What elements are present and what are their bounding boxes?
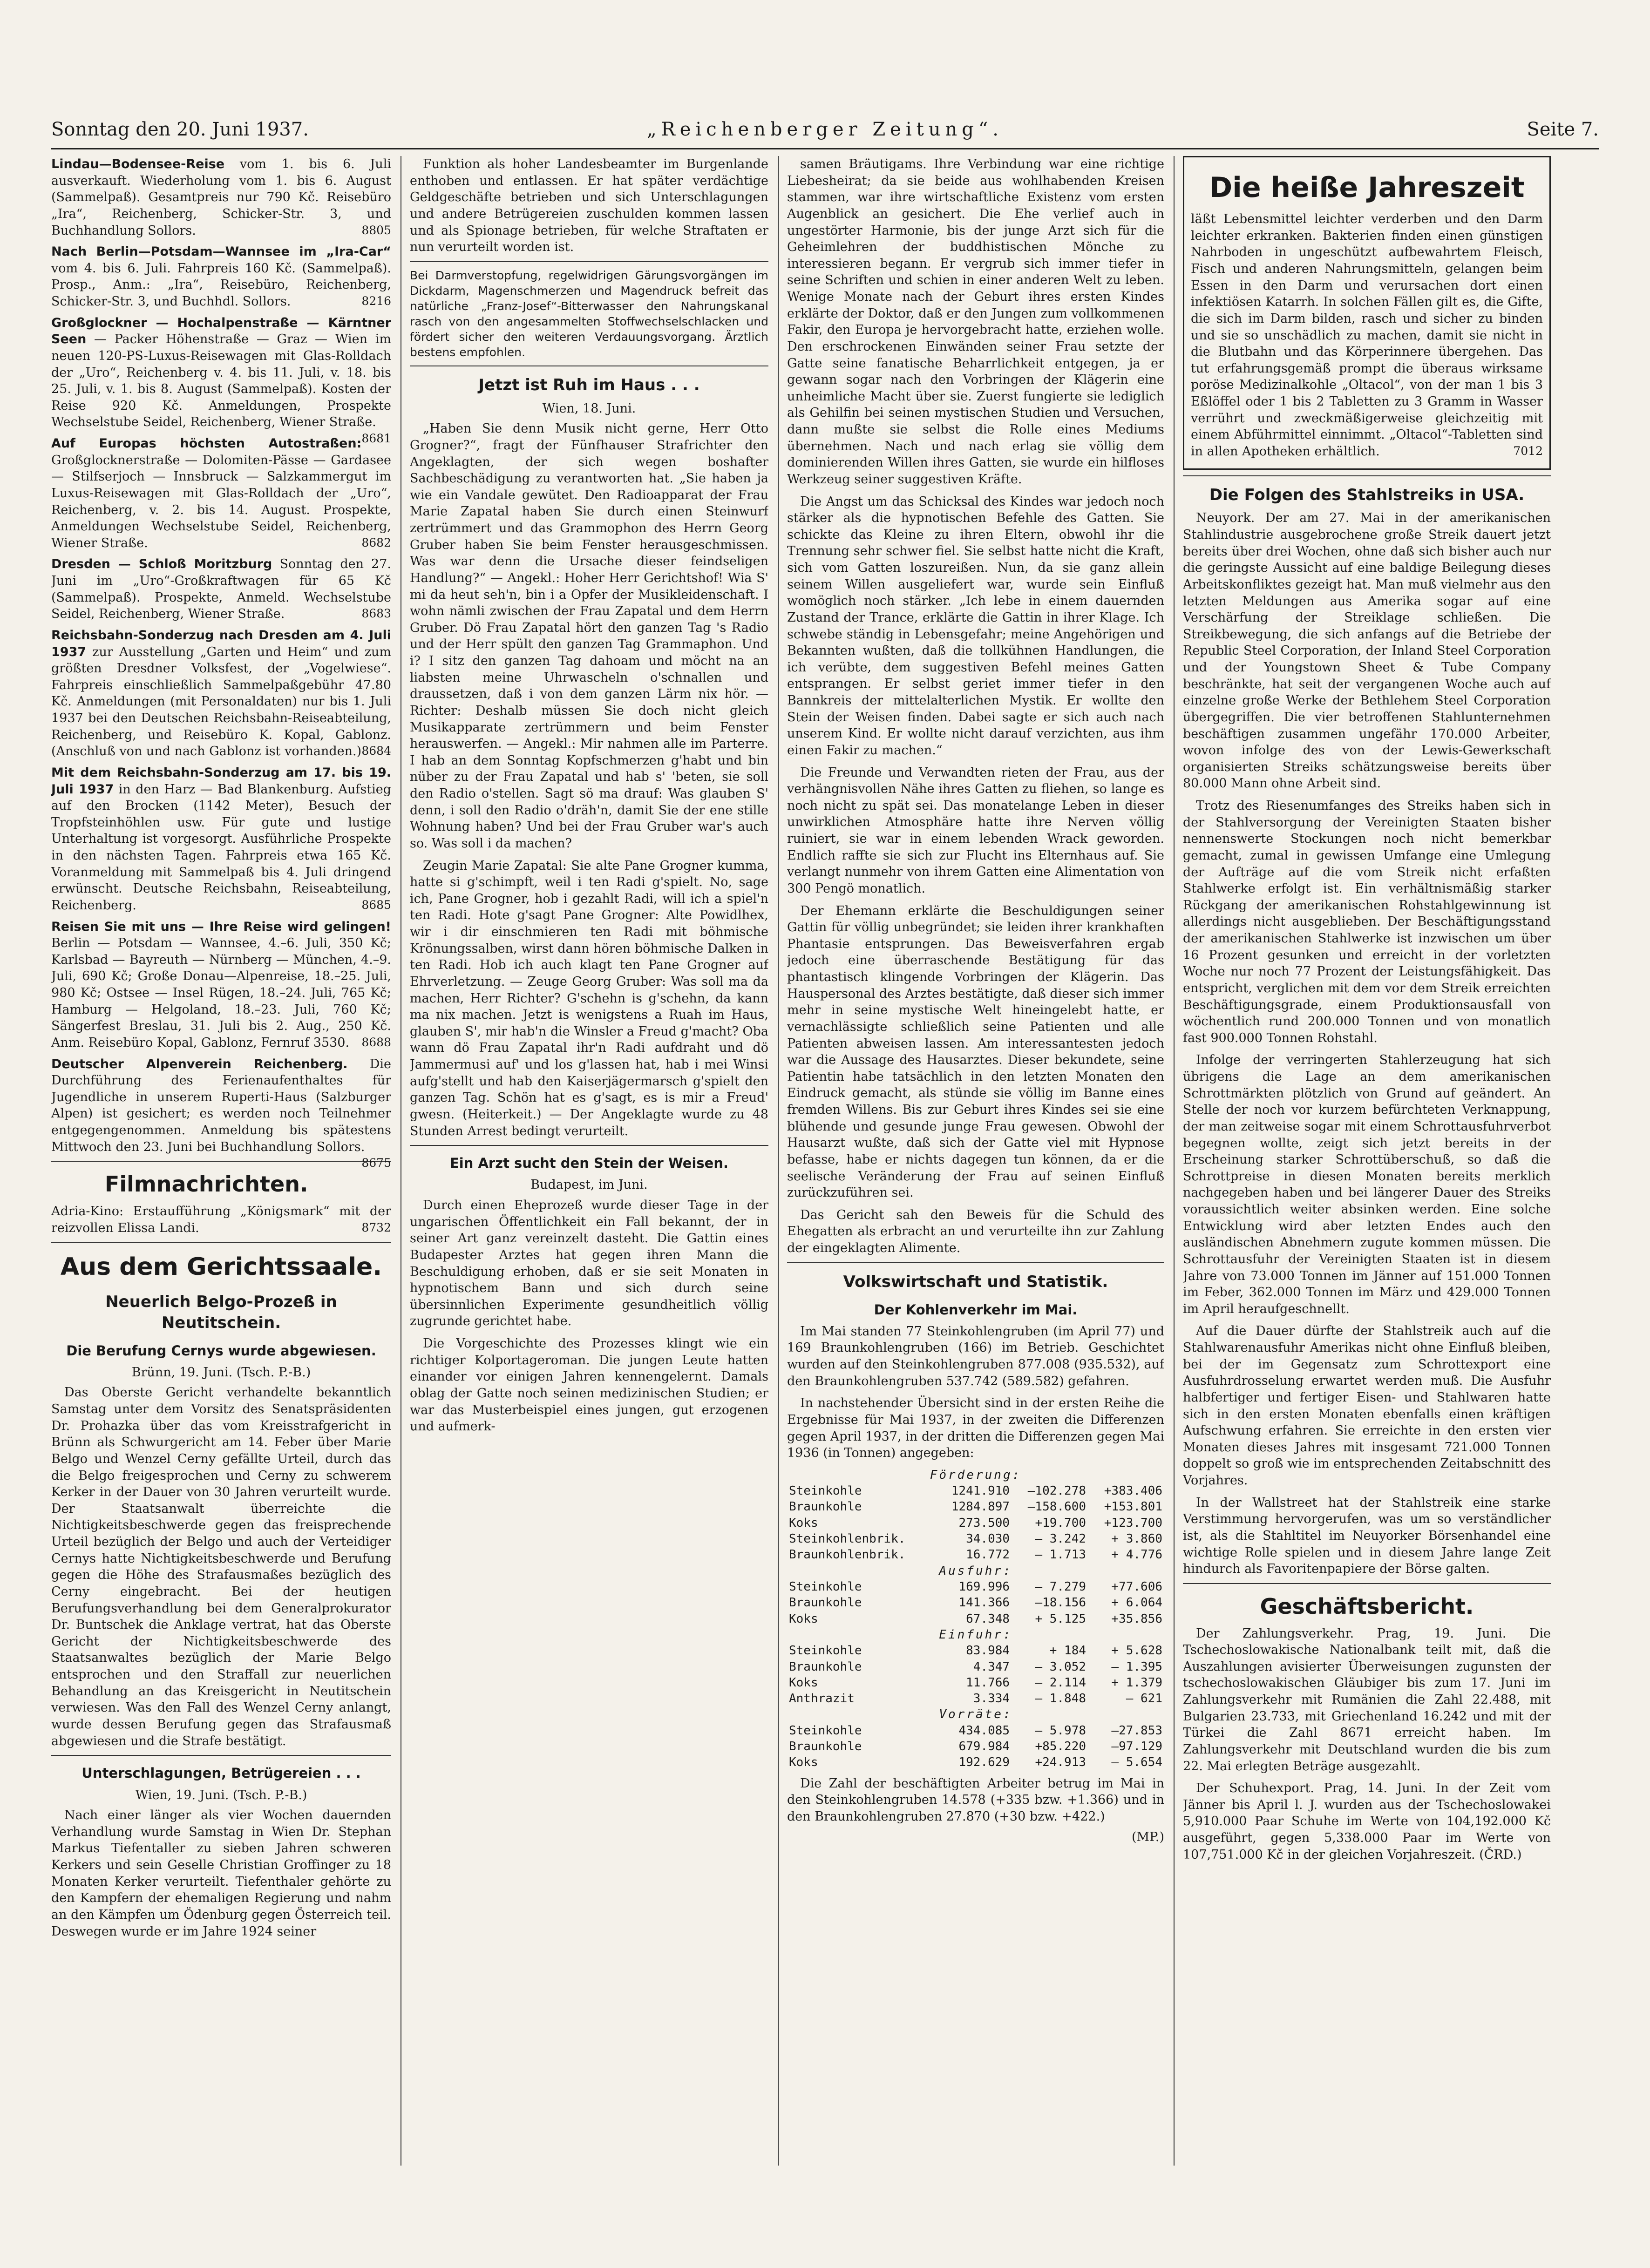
coal-value-cell: — 2.114 — [1035, 1675, 1086, 1690]
travel-ad — [51, 919, 391, 1051]
film-notice — [51, 1203, 391, 1236]
travel-ad — [51, 435, 391, 551]
arzt-paragraph-1: Durch einen Eheprozeß wurde dieser Tage in der ungarischen Öffentlichkeit ein Fall bekannt, der in seiner Art ganz vereinzelt dasteht. Die Gattin eines Budapester Arztes hat gegen ihren Mann die Beschuldigung erhoben, daß er sie seit Monaten in hypnotischem Bann und sich durch seine übersinnlichen Experimente gesundheitlich völlig zugrunde gerichtet habe. — [410, 1198, 768, 1329]
divider — [51, 1242, 391, 1243]
travel-ad-text: Berlin — Potsdam — Wannsee, 4.–6. Juli, 350 Kč; Karlsbad — Bayreuth — Nürnberg — München, 4.–9. Juli, 690 Kč; Große Donau—Alpenreise, 18.–25. Juli, 980 Kč; Ostsee — Insel Rügen, 18.–24. Juli, 765 Kč; Hamburg — Helgoland, 18.–23. Juli, 760 Kč; Sängerfest Breslau, 31. Juli bis 2. Aug., 250 Kč. Anm. Reisebüro Kopal, Gablonz, Fernruf 3530. — [51, 936, 391, 1050]
coal-value-cell: — 3.052 — [1035, 1659, 1086, 1674]
travel-ad-text: zur Ausstellung „Garten und Heim“ und zum größten Dresdner Volksfest, der „Vogelwiese“. Fahrpreis einschließlich Sammelpaßgebühr 47.80 Kč. Anmeldungen (mit Personaldaten) nur bis 1. Juli 1937 bei den Deutschen Reichsbahn-Reiseabteilung, Reichenberg, und Reisebüro K. Kopal, Gablonz. (Anschluß von und nach Gablonz ist vorhanden.) — [51, 644, 391, 759]
bitterwater-ad: Bei Darmverstopfung, regelwidrigen Gärungsvorgängen im Dickdarm, Magenschmerzen und Magendruck befreit das natürliche „Franz-Josef“-Bitterwasser den Nahrungskanal rasch von den angesammelten Stoffwechselschlacken und fördert sicher den weiteren Verdauungsvorgang. Ärztlich bestens empfohlen. — [410, 268, 768, 359]
coal-value-cell: 83.984 — [966, 1644, 1010, 1658]
coal-value-cell: +19.700 — [1035, 1516, 1086, 1530]
usa-paragraph-1: Neuyork. Der am 27. Mai in der amerikanischen Stahlindustrie ausgebrochene große Streik dauert jetzt bereits über drei Wochen, ohne daß sich bisher auch nur die geringste Aussicht auf eine baldige Beilegung dieses Arbeitskonfliktes gezeigt hat. Man muß vielmehr aus den letzten Meldungen aus Amerika sogar auf eine Verschärfung der Streiklage schließen. Die Streikbewegung, die sich anfangs auf die Betriebe der Republic Steel Corporation, der Inland Steel Corporation und der Youngstown Sheet & Tube Company beschränkte, hat seit der vergangenen Woche auch auf einzelne große Werke der Bethlehem Steel Corporation übergegriffen. Die vier betroffenen Stahlunternehmen beschäftigen zusammen ungefähr 170.000 Arbeiter, wovon infolge des von der Lewis-Gewerkschaft organisierten Streiks schätzungsweise bereits über 80.000 Mann ohne Arbeit sind. — [1183, 511, 1551, 791]
coal-type-cell: Anthrazit — [789, 1692, 855, 1706]
coal-value-cell: — 1.713 — [1035, 1548, 1086, 1562]
table-row — [787, 1547, 1164, 1563]
ruh-heading: Jetzt ist Ruh im Haus . . . — [478, 375, 700, 394]
coal-type-cell: Steinkohle — [789, 1644, 862, 1658]
travel-ad — [51, 1056, 391, 1170]
embezzle-continuation: Funktion als hoher Landesbeamter im Burgenlande enthoben und entlassen. Er hat später verdächtige Geldgeschäfte betrieben und sich Unterschlagungen und andere Betrügereien zuschulden kommen lassen und als Spionage betrieben, für welche Straftaten er nun verurteilt worden ist. — [410, 157, 768, 255]
table-row — [787, 1739, 1164, 1754]
travel-ad-title: Mit dem Reichsbahn-Sonderzug am 17. bis 19. Juli 1937 — [51, 765, 391, 797]
coal-type-cell: Steinkohle — [789, 1579, 862, 1594]
table-row — [787, 1611, 1164, 1627]
divider — [1183, 1583, 1551, 1584]
travel-ad — [51, 765, 391, 914]
usa-paragraph-2: Trotz des Riesenumfanges des Streiks haben sich in der Stahlversorgung der Vereinigten Staaten bisher nennenswerte Stockungen noch nicht bemerkbar gemacht, zumal in gewissen Umfange eine Umlegung der Aufträge auf die vom Streik nicht erfaßten Stahlwerke erfolgt ist. Ein verhältnismäßig starker Rückgang der amerikanischen Rohstahlgewinnung ist allerdings nicht ausgeblieben. Der Beschäftigungsstand der amerikanischen Stahlwerke ist inzwischen um über 16 Prozent gesunken und erreicht in der vorletzten Woche nur noch 77 Prozent der Leistungsfähigkeit. Das entspricht, verglichen mit dem vor dem Streik erreichten Beschäftigungsgrade, einem Produktionsausfall von wöchentlich rund 200.000 Tonnen und von monatlich fast 900.000 Tonnen Rohstahl. — [1183, 799, 1551, 1045]
coal-value-cell: +35.856 — [1111, 1611, 1162, 1626]
heat-ad-text — [1191, 211, 1543, 460]
coal-section-header — [787, 1563, 1164, 1579]
ad-reference-number: 8805 — [361, 223, 391, 237]
embezzle-dateline: Wien, 19. Juni. (Tsch. P.-B.) — [135, 1787, 307, 1802]
table-row — [787, 1643, 1164, 1659]
heat-ad-body: läßt Lebensmittel leichter verderben und den Darm leichter erkranken. Bakterien finden einen günstigen Nahrboden in ungeschützt aufbewahrtem Fleisch, Fisch und anderen Nahrungsmitteln, gelangen beim Essen in den Darm und verursachen dort einen infektiösen Katarrh. In solchen Fällen gilt es, die Gifte, die sich im Darm bilden, rasch und sicher zu binden und sie so unschädlich zu machen, damit sie nicht in die Blutbahn und das Körperinnere übergehen. Das tut erfahrungsgemäß prompt die überaus wirksame poröse Medizinalkohle „Oltacol“, von der man 1 bis 3 Eßlöffel oder 1 bis 2 Tabletten zu 3 Gramm in Wasser verrührt und zweckmäßigerweise gleichzeitig mit einem Abführmittel einnimmt. „Oltacol“-Tabletten sind in allen Apotheken erhältlich. — [1191, 212, 1543, 459]
coal-signature: (MP.) — [1132, 1829, 1164, 1844]
coal-value-cell: + 5.628 — [1111, 1644, 1162, 1658]
travel-ad-title: Reichsbahn-Sonderzug nach Dresden am 4. Juli 1937 — [51, 628, 391, 659]
coal-value-cell: 67.348 — [966, 1611, 1010, 1626]
coal-value-cell: + 1.379 — [1111, 1675, 1162, 1690]
coal-value-cell: +123.700 — [1104, 1516, 1162, 1530]
travel-ad-text: Sonntag den 27. Juni im „Uro“-Großkraftwagen für 65 Kč (Sammelpaß). Prospekte, Anmeld. Wechselstube Seidel, Reichenberg, Wiener Straße. — [51, 557, 391, 622]
coal-value-cell: —102.278 — [1027, 1484, 1086, 1498]
coal-value-cell: +153.801 — [1104, 1500, 1162, 1514]
header-date: Sonntag den 20. Juni 1937. — [51, 119, 309, 140]
ad-reference-number: 8681 — [361, 432, 391, 445]
coal-value-cell: — 5.654 — [1111, 1755, 1162, 1770]
ad-reference-number: 8732 — [361, 1220, 391, 1234]
travel-ad-title: Nach Berlin—Potsdam—Wannsee im „Ira-Car“ — [51, 244, 391, 259]
coal-type-cell: Braunkohle — [789, 1500, 862, 1514]
coal-section-header — [787, 1467, 1164, 1483]
ruh-dateline: Wien, 18. Juni. — [542, 401, 636, 416]
travel-ad-text: Großglocknerstraße — Dolomiten-Pässe — Gardasee — Stilfserjoch — Innsbruck — Salzkammergut im Luxus-Reisewagen mit Glas-Rolldach der „Uro“, Reichenberg, v. 2. bis 14. August. Prospekte, Anmeldungen Wechselstube Seidel, Reichenberg, Wiener Straße. — [51, 453, 391, 550]
coal-type-cell: Steinkohlenbrik. — [789, 1532, 906, 1546]
coal-heading: Der Kohlenverkehr im Mai. — [874, 1301, 1078, 1318]
divider — [51, 1161, 391, 1162]
divider — [410, 261, 768, 262]
coal-type-cell: Braunkohlenbrik. — [789, 1548, 906, 1562]
coal-value-cell: + 3.860 — [1111, 1532, 1162, 1546]
heat-heading: Die heiße Jahreszeit — [1209, 171, 1525, 204]
ad-reference-number: 8685 — [361, 898, 391, 912]
arzt-continuation-2: Die Angst um das Schicksal des Kindes war jedoch noch stärker als die hypnotischen Befehle des Gatten. Sie schickte das Kleine zu ihren Eltern, obwohl ihr die Trennung sehr schwer fiel. Sie selbst hatte nicht die Kraft, sich vom Gatten loszureißen. Nun, da sie ganz allein seinem Willen ausgeliefert war, wurde sein Einfluß womöglich noch stärker. „Ich lebe in einem dauernden Zustand der Trance, erklärte die Gattin in ihrer Klage. Ich schwebe ständig in Lebensgefahr; meine Angehörigen und Bekannten wußten, daß die tollkühnen Handlungen, die ich verübte, dem suggestiven Befehl meines Gatten entsprangen. Er selbst geriet immer tiefer in den Bannkreis der mittelalterlichen Mystik. Er wollte den Stein der Weisen finden. Dabei sagte er sich auch nach unserem Kind. Er wollte nicht darauf verzichten, aus ihm einen Fakir zu machen.“ — [787, 494, 1164, 758]
travel-ad — [51, 627, 391, 760]
column-2 — [410, 156, 768, 2166]
coal-section-header — [787, 1706, 1164, 1722]
coal-section-title: Ausfuhr: — [939, 1564, 1012, 1578]
table-row — [787, 1483, 1164, 1499]
divider — [410, 1145, 768, 1146]
coal-type-cell: Koks — [789, 1755, 818, 1770]
coal-type-cell: Braunkohle — [789, 1740, 862, 1754]
coal-value-cell: —158.600 — [1027, 1500, 1086, 1514]
table-row — [787, 1723, 1164, 1739]
header-rule — [51, 148, 1599, 149]
coal-outro: Die Zahl der beschäftigten Arbeiter betrug im Mai in den Steinkohlengruben 14.578 (+335 bzw. +1.366) und in den Braunkohlengruben 27.870 (+30 bzw. +422.) — [787, 1776, 1164, 1824]
coal-value-cell: +85.220 — [1035, 1740, 1086, 1754]
column-divider — [1174, 156, 1175, 2166]
coal-value-cell: +24.913 — [1035, 1755, 1086, 1770]
coal-value-cell: 273.500 — [958, 1516, 1010, 1530]
coal-value-cell: 679.984 — [958, 1740, 1010, 1754]
travel-ad — [51, 556, 391, 623]
header-page-number: Seite 7. — [1527, 119, 1599, 140]
travel-ad-text: vom 4. bis 6. Juli. Fahrpreis 160 Kč. (Sammelpaß). Prosp., Anm.: „Ira“, Reisebüro, Reichenberg, Schicker-Str. 3, und Buchhdl. Sollors. — [51, 261, 391, 309]
coal-value-cell: 3.334 — [973, 1692, 1010, 1706]
divider — [51, 1755, 391, 1756]
ad-reference-number: 8683 — [361, 607, 391, 621]
coal-value-cell: + 5.125 — [1035, 1611, 1086, 1626]
usa-paragraph-3: Infolge der verringerten Stahlerzeugung hat sich übrigens die Lage an dem amerikanischen Schrottmärkten plötzlich von Grund auf geändert. An Stelle der noch vor kurzem befürchteten Verknappung, der man zeitweise sogar mit einem Schrottausfuhrverbot begegnen wollte, zeigt sich jetzt bereits in der Erscheinung starker Schrottüberschuß, so daß die Schrottpreise in diesen Monaten bereits merklich nachgegeben haben und bei längerer Dauer des Streiks voraussichtlich weiter absinken werden. Eine solche Entwicklung wird aber letzten Endes auch den ausländischen Abnehmern zugute kommen müssen. Die Schrottausfuhr der Vereinigten Staaten ist in diesem Jahre von 73.000 Tonnen im Jänner auf 151.000 Tonnen im Feber, 362.000 Tonnen im März und 429.000 Tonnen im April heraufgeschnellt. — [1183, 1053, 1551, 1316]
court-subheading: Neuerlich Belgo-Prozeß in Neutitschein. — [105, 1292, 337, 1332]
coal-value-cell: —97.129 — [1111, 1740, 1162, 1754]
coal-value-cell: 141.366 — [958, 1596, 1010, 1610]
ad-reference-number: 8688 — [361, 1035, 391, 1049]
coal-type-cell: Koks — [789, 1675, 818, 1690]
arzt-heading: Ein Arzt sucht den Stein der Weisen. — [449, 1155, 729, 1171]
coal-type-cell: Koks — [789, 1516, 818, 1530]
header-paper-name: „Reichenberger Zeitung“. — [646, 119, 1004, 140]
divider — [787, 1262, 1164, 1263]
arzt-continuation-1: samen Bräutigams. Ihre Verbindung war eine richtige Liebesheirat; da sie beide aus wohlhabenden Kreisen stammen, war ihre wirtschaftliche Existenz vom ersten Augenblick an gesichert. Die Ehe verlief auch in ungestörter Harmonie, bis der junge Arzt sich für die Geheimlehren der buddhistischen Mönche zu interessieren begann. Er vergrub sich immer tiefer in seine Schriften und schien in einer anderen Welt zu leben. Wenige Monate nach der Geburt ihres ersten Kindes erklärte der Doktor, daß er den Jungen zum vollkommenen Fakir, den Europa je hervorgebracht hatte, erziehen wolle. Den erschrockenen Einwänden seiner Frau setzte der Gatte seine fanatische Beharrlichkeit entgegen, ja er gewann sogar nach den Vorbringen der Klägerin eine unheimliche Macht über sie. Zuerst fungierte sie lediglich als Gehilfin bei seinen mystischen Studien und Versuchen, dann mußte sie selbst die Rolle eines Mediums übernehmen. Nach und nach erlag sie völlig dem dominierenden Willen ihres Gatten, sie wurde ein hilfloses Werkzeug seiner suggestiven Kräfte. — [787, 157, 1164, 487]
coal-value-cell: 169.996 — [958, 1579, 1010, 1594]
travel-ad — [51, 156, 391, 239]
court-article-text: Das Oberste Gericht verhandelte bekanntlich Samstag unter dem Vorsitz des Senatspräsidenten Dr. Prohazka über das vom Kreisstrafgericht in Brünn als Schwurgericht am 14. Feber über Marie Belgo und Wenzel Cerny gefällte Urteil, durch das die Belgo freigesprochen und Cerny zu schwerem Kerker in der Dauer von 30 Jahren verurteilt wurde. Der Staatsanwalt überreichte die Nichtigkeitsbeschwerde gegen das freisprechende Urteil bezüglich der Belgo und auch der Verteidiger Cernys hatte Nichtigkeitsbeschwerde und Berufung gegen die Höhe des Strafausmaßes bezüglich des Cerny eingebracht. Bei der heutigen Berufungsverhandlung bei dem Generalprokurator Dr. Buntschek die Anklage vertrat, hat das Oberste Gericht der Nichtigkeitsbeschwerde des Staatsanwaltes bezüglich der Marie Belgo entsprochen und den Straffall zur neuerlichen Behandlung an das Kreisgericht in Neutitschein verwiesen. Was den Fall des Wenzel Cerny anlangt, wurde dessen Berufung gegen das Strafausmaß abgewiesen und die Strafe bestätigt. — [51, 1385, 391, 1748]
table-row — [787, 1659, 1164, 1675]
travel-ad-title: Großglockner — Hochalpenstraße — Kärntner Seen — [51, 315, 391, 347]
column-divider — [778, 156, 779, 2166]
coal-value-cell: +383.406 — [1104, 1484, 1162, 1498]
ad-reference-number: 8684 — [361, 744, 391, 758]
oltacol-ad-box — [1183, 156, 1551, 470]
coal-value-cell: 16.772 — [966, 1548, 1010, 1562]
arzt-continuation-4: Der Ehemann erklärte die Beschuldigungen seiner Gattin für völlig unbegründet; sie leiden ihrer krankhaften Phantasie entsprungen. Das Beweisverfahren ergab jedoch eine überraschende Bestätigung für das phantastisch klingende Vorbringen der Klägerin. Das Hauspersonal des Arztes bestätigte, daß dieser sich immer mehr in seine mystische Welt hineingelebt hatte, er vernachlässigte schließlich seine Patienten und alle Patienten abweisen lassen. Am interessantesten jedoch war die Aussage des Hausarztes. Dieser bekundete, seine Patientin habe tatsächlich in den letzten Monaten den Eindruck gemacht, als stünde sie völlig im Banne eines fremden Willens. Bis zur Geburt ihres Kindes sei sie eine blühende und gesunde junge Frau gewesen. Obwohl der Hausarzt wußte, daß sich der Gatte viel mit Hypnose befasse, habe er nichts dagegen tun können, da er die seelische Veränderung der Frau auf seinen Einfluß zurückzuführen sei. — [787, 903, 1164, 1200]
economy-heading: Volkswirtschaft und Statistik. — [843, 1272, 1108, 1291]
coal-value-cell: —27.853 — [1111, 1723, 1162, 1738]
coal-value-cell: + 184 — [1049, 1644, 1086, 1658]
court-heading: Aus dem Gerichtssaale. — [60, 1253, 382, 1281]
arzt-paragraph-2: Die Vorgeschichte des Prozesses klingt wie ein richtiger Kolportageroman. Die jungen Leute hatten einander vor einigen Jahren kennengelernt. Damals oblag der Gatte noch seinen medizinischen Studien; er war das Musterbeispiel eines jungen, gut erzogenen und aufmerk- — [410, 1336, 768, 1434]
business-paragraph-2: Der Schuhexport. Prag, 14. Juni. In der Zeit vom Jänner bis April l. J. wurden aus der Tschechoslowakei 5,910.000 Paar Schuhe im Werte von 104,192.000 Kč ausgeführt, gegen 5,338.000 Paar im Werte von 107,751.000 Kč in der gleichen Vorjahreszeit. (ČRD.) — [1183, 1781, 1551, 1862]
ad-reference-number: 8682 — [361, 535, 391, 549]
coal-value-cell: 1241.910 — [951, 1484, 1010, 1498]
business-paragraph-1: Der Zahlungsverkehr. Prag, 19. Juni. Die Tschechoslowakische Nationalbank teilt mit, daß die Auszahlungen avisierter Überweisungen zugunsten der tschechoslowakischen Gläubiger bis zum 17. Juni im Zahlungsverkehr mit Rumänien die Zahl 22.488, mit Bulgarien 23.733, mit Griechenland 16.242 und mit der Türkei die Zahl 8671 erreicht haben. Im Zahlungsverkehr mit Deutschland wurden die bis zum 22. Mai erlegten Beträge ausgezahlt. — [1183, 1626, 1551, 1774]
usa-paragraph-4: Auf die Dauer dürfte der Stahlstreik auch auf die Stahlwarenausfuhr Amerikas nicht ohne Einfluß bleiben, bei der im Gegensatz zum Schrottexport eine Ausfuhrdrosselung erwartet werden muß. Die Ausfuhr halbfertiger und fertiger Eisen- und Stahlwaren hatte sich in den ersten Monaten ebenfalls einen kräftigen Aufschwung erfahren. Sie erreichte in den ersten vier Monaten dieses Jahres mit insgesamt 721.000 Tonnen doppelt so groß wie im entsprechenden Zeitabschnitt des Vorjahres. — [1183, 1324, 1551, 1488]
travel-ad-text: Die Durchführung des Ferienaufenthaltes für Jugendliche in unserem Ruperti-Haus (Salzburger Alpen) ist gesichert; es werden noch Teilnehmer entgegengenommen. Anmeldung bis spätestens Mittwoch den 23. Juni bei Buchhandlung Sollors. — [51, 1056, 391, 1154]
coal-value-cell: 34.030 — [966, 1532, 1010, 1546]
coal-value-cell: 434.085 — [958, 1723, 1010, 1738]
coal-section-header — [787, 1627, 1164, 1643]
travel-ad-text: vom 1. bis 6. Juli ausverkauft. Wiederholung vom 1. bis 6. August (Sammelpaß). Gesamtpreis nur 790 Kč. Reisebüro „Ira“, Reichenberg, Schicker-Str. 3, und Buchhandlung Sollors. — [51, 157, 391, 238]
coal-value-cell: +77.606 — [1111, 1579, 1162, 1594]
column-3 — [787, 156, 1164, 2166]
page-header — [51, 119, 1599, 147]
coal-section-title: Einfuhr: — [939, 1627, 1012, 1642]
travel-ad-title: Reisen Sie mit uns — Ihre Reise wird gelingen! — [51, 919, 391, 934]
arzt-continuation-3: Die Freunde und Verwandten rieten der Frau, aus der verhängnisvollen Nähe ihres Gatten zu fliehen, so lange es noch nicht zu spät sei. Das monatelange Leben in dieser unwirklichen Atmosphäre hatte ihre Nerven völlig ruiniert, sie war in einem lebenden Wrack geworden. Endlich raffte sie sich zur Flucht ins Elternhaus auf. Sie verlangt nunmehr von ihrem Gatten eine Alimentation von 300 Pengö monatlich. — [787, 765, 1164, 896]
coal-intro-2: In nachstehender Übersicht sind in der ersten Reihe die Ergebnisse für Mai 1937, in der zweiten die Differenzen gegen April 1937, in der dritten die Differenzen gegen Mai 1936 (in Tonnen) angegeben: — [787, 1396, 1164, 1461]
column-4 — [1183, 156, 1551, 2166]
travel-ad-title: Dresden — Schloß Moritzburg — [51, 557, 272, 572]
column-1 — [51, 156, 391, 2166]
ad-reference-number: 7012 — [1513, 444, 1543, 458]
embezzle-heading: Unterschlagungen, Betrügereien . . . — [81, 1765, 361, 1781]
coal-value-cell: + 6.064 — [1111, 1596, 1162, 1610]
table-row — [787, 1515, 1164, 1531]
ruh-paragraph-1: „Haben Sie denn Musik nicht gerne, Herr Otto Grogner?“, fragt der Fünfhauser Strafrichter den Angeklagten, der sich wegen boshafter Sachbeschädigung zu verantworten hat. „Sie haben ja wie ein Vandale gewütet. Den Radioapparat der Frau Marie Zapatal haben Sie durch einen Steinwurf zertrümmert und das Grammophon des Herrn Georg Gruber haben Sie beim Fenster herausgeschmissen. Was war denn die Ursache dieser feindseligen Handlung?“ — Angekl.: Hoher Herr Gerichtshof! Wia S' mi da heut seh'n, bin i a Opfer der Musikleidenschaft. I wohn nämli zwischen der Frau Zapatal und dem Herrn Gruber. Dö Frau Zapatal hört den ganzen Tag 's Radio und der Herr spült den ganzen Tag Grammaphon. Und i? I sitz den ganzen Tag dahoam und möcht na an liabsten meine Uhrwascheln o'schnallen und draussetzen, daß i von dem ganzen Lärm nix hör. — Richter: Deshalb müssen Sie doch nicht gleich Musikapparate zertrümmern und beim Fenster herauswerfen. — Angekl.: Mir nahmen alle im Parterre. I hab an dem Sonntag Kopfschmerzen g'habt und bin nüber zu der Frau Zapatal und hab s' 'beten, sie soll den Radio o'stellen. Sagt sö ma drauf: Was glauben S' denn, i soll den Radio o'dräh'n, damit Sie der ene stille Wohnung haben? Und bei der Frau Gruber war's auch so. Was soll i da machen? — [410, 421, 768, 851]
coal-value-cell: — 621 — [1126, 1692, 1162, 1706]
travel-ad-text: — Packer Höhenstraße — Graz — Wien im neuen 120-PS-Luxus-Reisewagen mit Glas-Rolldach der „Uro“, Reichenberg v. 4. bis 11. Juli, v. 18. bis 25. Juli, v. 1. bis 8. August (Sammelpaß). Kosten der Reise 920 Kč. Anmeldungen, Prospekte Wechselstube Seidel, Reichenberg, Wiener Straße. — [51, 332, 391, 430]
table-row — [787, 1531, 1164, 1547]
film-notice-text: Adria-Kino: Erstaufführung „Königsmark“ mit der reizvollen Elissa Landi. — [51, 1204, 391, 1235]
usa-heading: Die Folgen des Stahlstreiks in USA. — [1209, 485, 1525, 504]
table-row — [787, 1754, 1164, 1770]
coal-section-title: Vorräte: — [939, 1707, 1012, 1722]
coal-statistics-table — [787, 1467, 1164, 1771]
coal-value-cell: — 1.848 — [1035, 1692, 1086, 1706]
coal-value-cell: 1284.897 — [951, 1500, 1010, 1514]
arzt-continuation-5: Das Gericht sah den Beweis für die Schuld des Ehegatten als erbracht an und verurteilte ihn zur Zahlung der eingeklagten Alimente. — [787, 1207, 1164, 1255]
embezzle-article-text: Nach einer länger als vier Wochen dauernden Verhandlung wurde Samstag in Wien Dr. Stephan Markus Tiefentaller zu sieben Jahren schweren Kerkers und sein Geselle Christian Groffinger zu 18 Monaten Kerker verurteilt. Tiefenthaler gehörte zu den Kampfern der ehemaligen Regierung und nahm an den Kämpfen um Ödenburg gegen Österreich teil. Deswegen wurde er im Jahre 1924 seiner — [51, 1808, 391, 1939]
coal-intro: Im Mai standen 77 Steinkohlengruben (im April 77) und 169 Braunkohlengruben (166) im Betrieb. Geschichtet wurden auf den Steinkohlengruben 877.008 (935.532), auf den Braunkohlengruben 537.742 (589.582) gefahren. — [787, 1324, 1164, 1388]
coal-section-title: Förderung: — [930, 1468, 1022, 1482]
coal-value-cell: 4.347 — [973, 1659, 1010, 1674]
court-subheading-2: Die Berufung Cernys wurde abgewiesen. — [66, 1342, 376, 1359]
coal-value-cell: + 4.776 — [1111, 1548, 1162, 1562]
table-row — [787, 1595, 1164, 1611]
coal-type-cell: Braunkohle — [789, 1659, 862, 1674]
film-heading: Filmnachrichten. — [104, 1171, 308, 1197]
coal-type-cell: Koks — [789, 1611, 818, 1626]
ad-reference-number: 8675 — [361, 1156, 391, 1170]
table-row — [787, 1691, 1164, 1706]
coal-value-cell: 192.629 — [958, 1755, 1010, 1770]
arzt-dateline: Budapest, im Juni. — [530, 1178, 648, 1192]
divider — [1183, 475, 1551, 476]
coal-value-cell: — 1.395 — [1111, 1659, 1162, 1674]
table-row — [787, 1579, 1164, 1595]
coal-value-cell: — 5.978 — [1035, 1723, 1086, 1738]
coal-value-cell: — 7.279 — [1035, 1579, 1086, 1594]
business-heading: Geschäftsbericht. — [1260, 1593, 1474, 1619]
coal-value-cell: —18.156 — [1035, 1596, 1086, 1610]
travel-ad-text: in den Harz — Bad Blankenburg. Aufstieg auf den Brocken (1142 Meter), Besuch der Tropfsteinhöhlen usw. Für gute und lustige Unterhaltung ist vorgesorgt. Ausführliche Prospekte in den nächsten Tagen. Fahrpreis etwa 165 Kč. Voranmeldung mit Sammelpaß bis 4. Juli dringend erwünscht. Deutsche Reichsbahn, Reiseabteilung, Reichenberg. — [51, 782, 391, 913]
court-dateline: Brünn, 19. Juni. (Tsch. P.-B.) — [131, 1365, 311, 1380]
table-row — [787, 1675, 1164, 1691]
coal-value-cell: — 3.242 — [1035, 1532, 1086, 1546]
travel-ad-title: Lindau—Bodensee-Reise — [51, 157, 225, 171]
ruh-paragraph-2: Zeugin Marie Zapatal: Sie alte Pane Grogner kumma, hatte si g'schimpft, weil i ten Radi g'spielt. No, sage ich, Pane Grogner, hob i gezahlt Radi, will ich a spiel'n ten Radi. Hote g'sagt Pane Grogner: Alte Powidlhex, wir i dir einschmieren ten Radi mit böhmische Krönungssalben, wirst dann hören böhmische Dalken in ten Radi. Hob ich auch klagt ten Pane Grogner auf Ehrverletzung. — Zeuge Georg Gruber: Was soll ma da machen, Herr Richter? G'schehn is g'schehn, da kann ma nix machen. Jetzt is wenigstens a Ruah im Haus, glauben S', mir hab'n die Winsler a Freud g'macht? Oba wann dö Frau Zapatal ihr'n Radi aufdraht und dö Jammermusi auf' und los g'lassen hat, hab i mei Winsi aufg'stellt und hab den Kaiserjägermarsch g'spielt den ganzen Tag. Schön hat es g'sagt, es is mir a Freud' gwesn. (Heiterkeit.) — Der Angeklagte wurde zu 48 Stunden Arrest bedingt verurteilt. — [410, 858, 768, 1138]
coal-type-cell: Braunkohle — [789, 1596, 862, 1610]
travel-ad-title: Auf Europas höchsten Autostraßen: — [51, 436, 362, 451]
coal-type-cell: Steinkohle — [789, 1484, 862, 1498]
usa-paragraph-5: In der Wallstreet hat der Stahlstreik eine starke Verstimmung hervorgerufen, was um so verständlicher ist, als die Stahltitel im Neuyorker Börsenhandel eine wichtige Rolle spielen und in diesem Jahre lange Zeit hindurch als Favoritenpapiere der Börse galten. — [1183, 1495, 1551, 1577]
travel-ads-list — [51, 156, 391, 1170]
coal-type-cell: Steinkohle — [789, 1723, 862, 1738]
travel-ad-title: Deutscher Alpenverein Reichenberg. — [51, 1056, 348, 1071]
coal-value-cell: 11.766 — [966, 1675, 1010, 1690]
travel-ad — [51, 244, 391, 310]
ad-reference-number: 8216 — [361, 294, 391, 308]
table-row — [787, 1499, 1164, 1515]
